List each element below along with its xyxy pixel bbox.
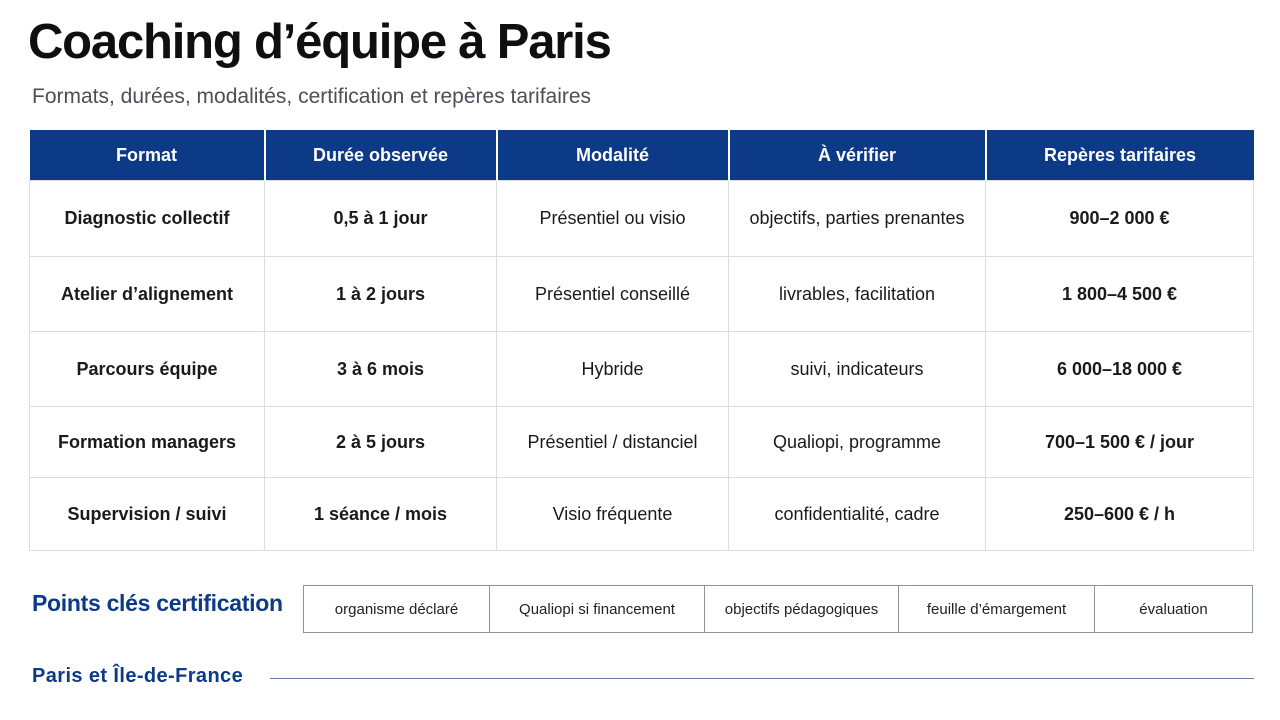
table-header-row xyxy=(30,130,1254,181)
certification-item: objectifs pédagogiques xyxy=(705,586,899,632)
column-header-duree: Durée observée xyxy=(265,130,497,181)
cell-modalite: Présentiel / distanciel xyxy=(497,407,729,478)
cell-duree: 3 à 6 mois xyxy=(265,332,497,407)
cell-verifier: livrables, facilitation xyxy=(729,257,986,332)
certification-heading: Points clés certification xyxy=(32,590,283,616)
column-header-verifier: À vérifier xyxy=(729,130,986,181)
cell-duree: 1 séance / mois xyxy=(265,478,497,551)
cell-tarif: 6 000–18 000 € xyxy=(986,332,1254,407)
cell-verifier: objectifs, parties prenantes xyxy=(729,181,986,257)
cell-format: Atelier d’alignement xyxy=(30,257,265,332)
cell-duree: 0,5 à 1 jour xyxy=(265,181,497,257)
cell-duree: 2 à 5 jours xyxy=(265,407,497,478)
cell-verifier: Qualiopi, programme xyxy=(729,407,986,478)
certification-item: Qualiopi si financement xyxy=(490,586,705,632)
cell-tarif: 250–600 € / h xyxy=(986,478,1254,551)
cell-format: Parcours équipe xyxy=(30,332,265,407)
certification-item: organisme déclaré xyxy=(304,586,490,632)
region-divider xyxy=(270,678,1254,679)
cell-tarif: 900–2 000 € xyxy=(986,181,1254,257)
column-header-format: Format xyxy=(30,130,265,181)
cell-modalite: Présentiel ou visio xyxy=(497,181,729,257)
table-row xyxy=(30,181,1254,257)
pricing-table xyxy=(29,130,1254,551)
column-header-tarifs: Repères tarifaires xyxy=(986,130,1254,181)
certification-list xyxy=(303,585,1253,633)
table-row xyxy=(30,332,1254,407)
column-header-modalite: Modalité xyxy=(497,130,729,181)
cell-format: Diagnostic collectif xyxy=(30,181,265,257)
cell-format: Formation managers xyxy=(30,407,265,478)
cell-tarif: 1 800–4 500 € xyxy=(986,257,1254,332)
cell-modalite: Présentiel conseillé xyxy=(497,257,729,332)
region-label: Paris et Île-de-France xyxy=(32,665,244,687)
table-row xyxy=(30,257,1254,332)
page-title: Coaching d’équipe à Paris xyxy=(28,15,611,69)
certification-item: feuille d’émargement xyxy=(899,586,1095,632)
table-row xyxy=(30,407,1254,478)
cell-modalite: Visio fréquente xyxy=(497,478,729,551)
cell-duree: 1 à 2 jours xyxy=(265,257,497,332)
table-row xyxy=(30,478,1254,551)
cell-verifier: confidentialité, cadre xyxy=(729,478,986,551)
page-subtitle: Formats, durées, modalités, certification et repères tarifaires xyxy=(32,85,592,108)
cell-format: Supervision / suivi xyxy=(30,478,265,551)
cell-tarif: 700–1 500 € / jour xyxy=(986,407,1254,478)
cell-verifier: suivi, indicateurs xyxy=(729,332,986,407)
cell-modalite: Hybride xyxy=(497,332,729,407)
certification-item: évaluation xyxy=(1139,600,1208,618)
